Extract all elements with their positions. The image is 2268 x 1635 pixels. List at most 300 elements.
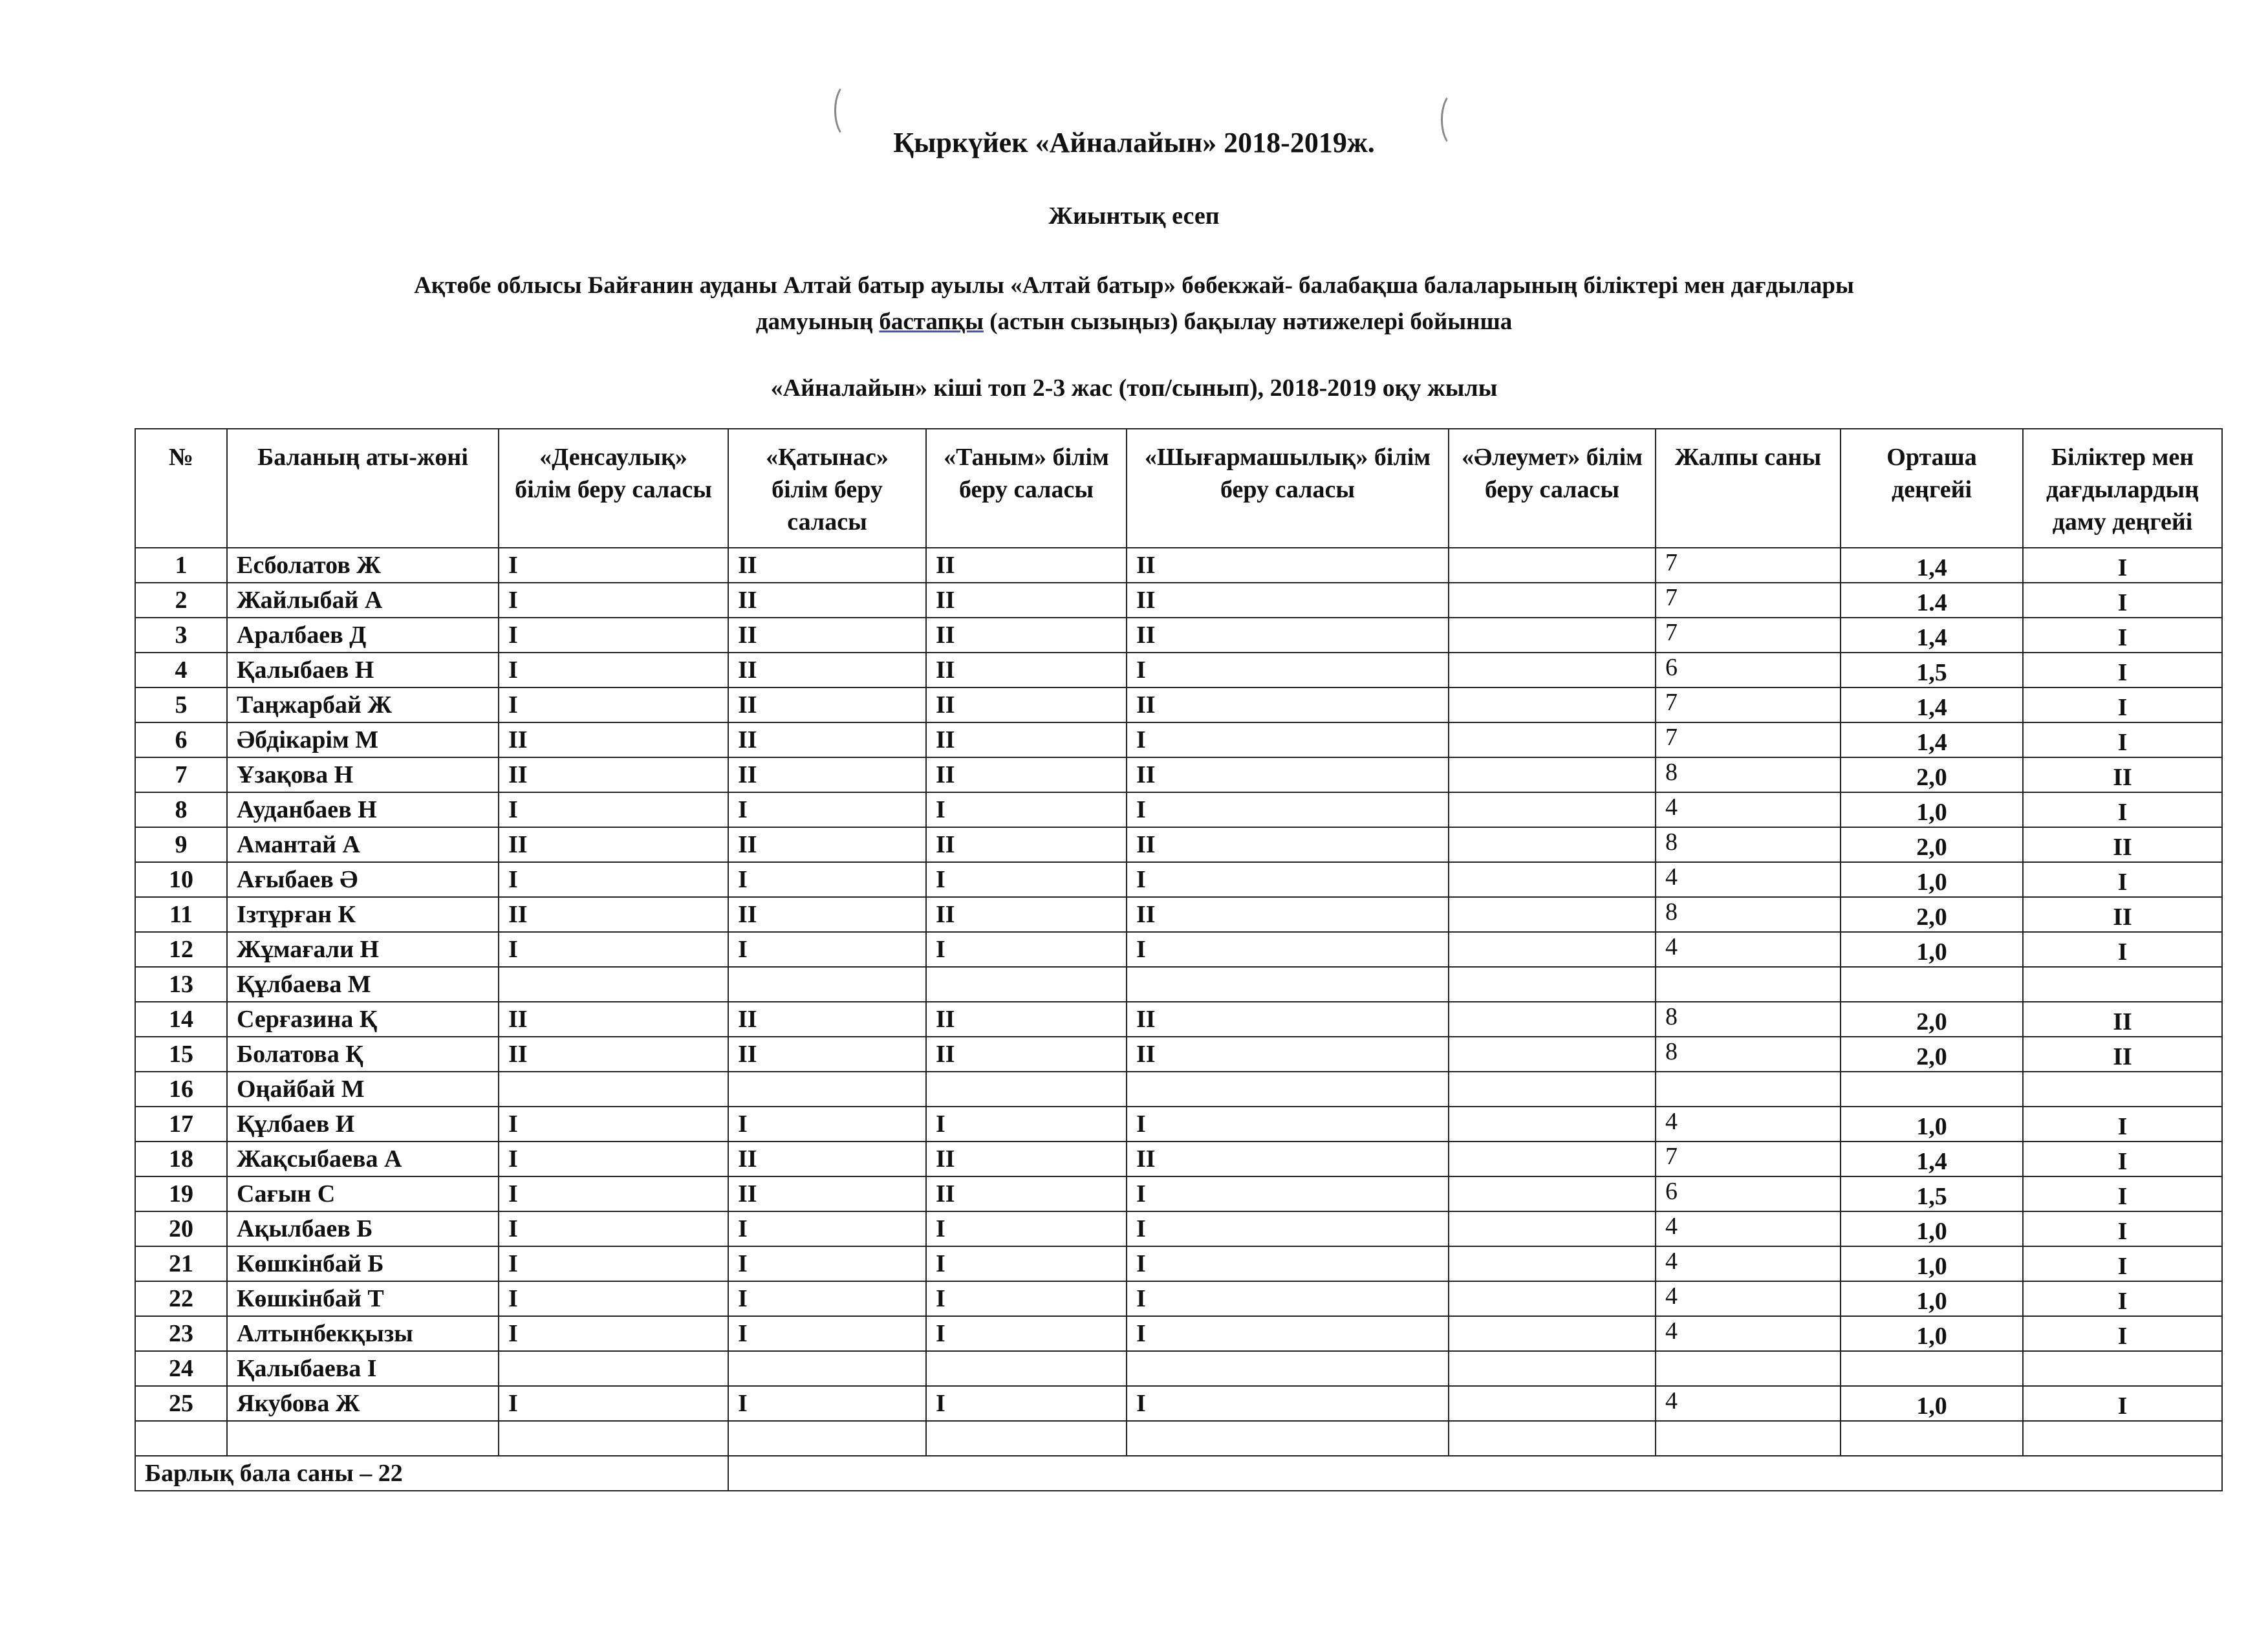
average-level: 1,4 bbox=[1841, 618, 2023, 653]
child-name: Қалыбаев Н bbox=[227, 653, 499, 688]
row-number: 25 bbox=[135, 1386, 227, 1421]
health-level bbox=[499, 1072, 728, 1107]
row-number: 12 bbox=[135, 932, 227, 967]
skill-level: I bbox=[2023, 792, 2222, 827]
creativity-level: II bbox=[1127, 618, 1449, 653]
average-level bbox=[1841, 1421, 2023, 1456]
row-number: 14 bbox=[135, 1002, 227, 1037]
skill-level bbox=[2023, 967, 2222, 1002]
health-level: I bbox=[499, 1107, 728, 1142]
row-number: 6 bbox=[135, 722, 227, 757]
communication-level: I bbox=[728, 862, 926, 897]
table-row bbox=[135, 1281, 2222, 1316]
cognition-level: II bbox=[926, 757, 1127, 792]
table-row bbox=[135, 1316, 2222, 1351]
health-level bbox=[499, 1351, 728, 1386]
col-header-num: № bbox=[135, 429, 227, 548]
table-row bbox=[135, 1176, 2222, 1211]
total-count: 7 bbox=[1656, 688, 1841, 722]
child-name: Ауданбаев Н bbox=[227, 792, 499, 827]
skill-level: II bbox=[2023, 897, 2222, 932]
child-name bbox=[227, 1421, 499, 1456]
average-level: 1,0 bbox=[1841, 932, 2023, 967]
skill-level bbox=[2023, 1072, 2222, 1107]
child-name: Құлбаев И bbox=[227, 1107, 499, 1142]
row-number: 20 bbox=[135, 1211, 227, 1246]
average-level: 2,0 bbox=[1841, 1037, 2023, 1072]
health-level: I bbox=[499, 653, 728, 688]
communication-level: II bbox=[728, 688, 926, 722]
average-level: 1,4 bbox=[1841, 1142, 2023, 1176]
cognition-level: I bbox=[926, 1281, 1127, 1316]
social-level bbox=[1449, 722, 1656, 757]
social-level bbox=[1449, 792, 1656, 827]
cognition-level: II bbox=[926, 548, 1127, 583]
social-level bbox=[1449, 1176, 1656, 1211]
table-row bbox=[135, 618, 2222, 653]
cognition-level: II bbox=[926, 722, 1127, 757]
social-level bbox=[1449, 1421, 1656, 1456]
total-count bbox=[1656, 1072, 1841, 1107]
table-row bbox=[135, 688, 2222, 722]
cognition-level: I bbox=[926, 1107, 1127, 1142]
communication-level bbox=[728, 967, 926, 1002]
total-count: 7 bbox=[1656, 722, 1841, 757]
table-row bbox=[135, 1002, 2222, 1037]
social-level bbox=[1449, 932, 1656, 967]
cognition-level: II bbox=[926, 583, 1127, 618]
cognition-level: II bbox=[926, 653, 1127, 688]
skill-level: I bbox=[2023, 653, 2222, 688]
communication-level: II bbox=[728, 583, 926, 618]
skill-level: II bbox=[2023, 757, 2222, 792]
creativity-level: I bbox=[1127, 932, 1449, 967]
description-line-2 bbox=[0, 308, 2268, 336]
child-name: Ізтұрған К bbox=[227, 897, 499, 932]
creativity-level bbox=[1127, 967, 1449, 1002]
row-number: 8 bbox=[135, 792, 227, 827]
cognition-level: II bbox=[926, 1002, 1127, 1037]
table-row bbox=[135, 897, 2222, 932]
communication-level bbox=[728, 1072, 926, 1107]
communication-level: I bbox=[728, 1246, 926, 1281]
average-level bbox=[1841, 1072, 2023, 1107]
col-header-health: «Денсаулық» білім беру саласы bbox=[499, 429, 728, 548]
cognition-level bbox=[926, 1072, 1127, 1107]
child-name: Жақсыбаева А bbox=[227, 1142, 499, 1176]
cognition-level bbox=[926, 1351, 1127, 1386]
communication-level: II bbox=[728, 1037, 926, 1072]
communication-level: I bbox=[728, 792, 926, 827]
social-level bbox=[1449, 548, 1656, 583]
skill-level: I bbox=[2023, 583, 2222, 618]
health-level: I bbox=[499, 1281, 728, 1316]
creativity-level: II bbox=[1127, 897, 1449, 932]
table-row bbox=[135, 932, 2222, 967]
social-level bbox=[1449, 967, 1656, 1002]
average-level: 1,0 bbox=[1841, 1246, 2023, 1281]
skill-level: I bbox=[2023, 862, 2222, 897]
social-level bbox=[1449, 1142, 1656, 1176]
table-header-row bbox=[135, 429, 2222, 548]
average-level: 1,0 bbox=[1841, 1107, 2023, 1142]
table-row bbox=[135, 967, 2222, 1002]
communication-level: II bbox=[728, 897, 926, 932]
average-level: 1,4 bbox=[1841, 548, 2023, 583]
col-header-cognition: «Таным» білім беру саласы bbox=[926, 429, 1127, 548]
communication-level: II bbox=[728, 1142, 926, 1176]
health-level: II bbox=[499, 827, 728, 862]
page-title: Қыркүйек «Айналайын» 2018-2019ж. bbox=[893, 127, 1375, 158]
health-level: I bbox=[499, 1246, 728, 1281]
cognition-level bbox=[926, 967, 1127, 1002]
child-name: Аралбаев Д bbox=[227, 618, 499, 653]
cognition-level: II bbox=[926, 1176, 1127, 1211]
table-row bbox=[135, 1386, 2222, 1421]
row-number: 4 bbox=[135, 653, 227, 688]
results-table bbox=[135, 428, 2223, 1491]
average-level: 1,0 bbox=[1841, 792, 2023, 827]
communication-level: II bbox=[728, 722, 926, 757]
average-level bbox=[1841, 967, 2023, 1002]
average-level: 1,4 bbox=[1841, 688, 2023, 722]
underlined-word: бастапқы bbox=[879, 309, 984, 335]
row-number: 11 bbox=[135, 897, 227, 932]
skill-level: I bbox=[2023, 1281, 2222, 1316]
communication-level: II bbox=[728, 757, 926, 792]
table-row bbox=[135, 1211, 2222, 1246]
total-count: 4 bbox=[1656, 862, 1841, 897]
table-row bbox=[135, 1142, 2222, 1176]
health-level: I bbox=[499, 932, 728, 967]
total-count: 4 bbox=[1656, 1316, 1841, 1351]
communication-level: II bbox=[728, 1176, 926, 1211]
child-name: Қалыбаева І bbox=[227, 1351, 499, 1386]
child-name: Ұзақова Н bbox=[227, 757, 499, 792]
table-row bbox=[135, 792, 2222, 827]
row-number: 9 bbox=[135, 827, 227, 862]
creativity-level: II bbox=[1127, 757, 1449, 792]
row-number: 10 bbox=[135, 862, 227, 897]
description-line-1: Ақтөбе облысы Байғанин ауданы Алтай батыр ауылы «Алтай батыр» бөбекжай- балабақша балаларының біліктері мен дағдылары bbox=[414, 272, 1854, 299]
communication-level: II bbox=[728, 827, 926, 862]
cognition-level: II bbox=[926, 897, 1127, 932]
communication-level: I bbox=[728, 1107, 926, 1142]
average-level: 1,0 bbox=[1841, 1316, 2023, 1351]
skill-level: I bbox=[2023, 1107, 2222, 1142]
creativity-level: I bbox=[1127, 653, 1449, 688]
health-level bbox=[499, 967, 728, 1002]
col-header-average: Орташа деңгейі bbox=[1841, 429, 2023, 548]
page-subtitle: Жиынтық есеп bbox=[1048, 202, 1220, 230]
health-level: II bbox=[499, 1037, 728, 1072]
row-number: 18 bbox=[135, 1142, 227, 1176]
total-count: 4 bbox=[1656, 1281, 1841, 1316]
total-count: 4 bbox=[1656, 792, 1841, 827]
skill-level bbox=[2023, 1351, 2222, 1386]
health-level: I bbox=[499, 792, 728, 827]
row-number: 2 bbox=[135, 583, 227, 618]
col-header-total: Жалпы саны bbox=[1656, 429, 1841, 548]
table-body bbox=[135, 548, 2222, 1456]
row-number: 22 bbox=[135, 1281, 227, 1316]
health-level bbox=[499, 1421, 728, 1456]
total-count: 4 bbox=[1656, 1107, 1841, 1142]
creativity-level bbox=[1127, 1421, 1449, 1456]
social-level bbox=[1449, 1107, 1656, 1142]
children-count: Барлық бала саны – 22 bbox=[135, 1456, 728, 1491]
average-level: 1,0 bbox=[1841, 862, 2023, 897]
social-level bbox=[1449, 618, 1656, 653]
child-name: Якубова Ж bbox=[227, 1386, 499, 1421]
skill-level: II bbox=[2023, 1002, 2222, 1037]
average-level: 1,5 bbox=[1841, 653, 2023, 688]
communication-level: II bbox=[728, 1002, 926, 1037]
cognition-level: I bbox=[926, 1246, 1127, 1281]
total-count: 4 bbox=[1656, 932, 1841, 967]
average-level: 1,4 bbox=[1841, 722, 2023, 757]
health-level: I bbox=[499, 1142, 728, 1176]
total-count: 4 bbox=[1656, 1211, 1841, 1246]
row-number: 16 bbox=[135, 1072, 227, 1107]
communication-level: I bbox=[728, 932, 926, 967]
skill-level: I bbox=[2023, 932, 2222, 967]
health-level: I bbox=[499, 862, 728, 897]
social-level bbox=[1449, 583, 1656, 618]
skill-level: I bbox=[2023, 618, 2222, 653]
cognition-level: II bbox=[926, 688, 1127, 722]
table-row bbox=[135, 548, 2222, 583]
cognition-level: I bbox=[926, 1386, 1127, 1421]
total-count: 8 bbox=[1656, 897, 1841, 932]
communication-level bbox=[728, 1351, 926, 1386]
creativity-level: I bbox=[1127, 1176, 1449, 1211]
row-number bbox=[135, 1421, 227, 1456]
skill-level: I bbox=[2023, 1176, 2222, 1211]
health-level: II bbox=[499, 722, 728, 757]
child-name: Ағыбаев Ә bbox=[227, 862, 499, 897]
health-level: II bbox=[499, 757, 728, 792]
communication-level: I bbox=[728, 1386, 926, 1421]
child-name: Серғазина Қ bbox=[227, 1002, 499, 1037]
skill-level: I bbox=[2023, 722, 2222, 757]
total-count: 7 bbox=[1656, 1142, 1841, 1176]
child-name: Құлбаева М bbox=[227, 967, 499, 1002]
skill-level: I bbox=[2023, 1316, 2222, 1351]
total-count bbox=[1656, 1351, 1841, 1386]
cognition-level: I bbox=[926, 1316, 1127, 1351]
table-row bbox=[135, 1421, 2222, 1456]
average-level: 1.4 bbox=[1841, 583, 2023, 618]
creativity-level: I bbox=[1127, 1246, 1449, 1281]
child-name: Жұмағали Н bbox=[227, 932, 499, 967]
child-name: Жайлыбай А bbox=[227, 583, 499, 618]
group-line: «Айналайын» кіші топ 2-3 жас (топ/сынып), 2018-2019 оқу жылы bbox=[770, 374, 1498, 402]
creativity-level: I bbox=[1127, 1316, 1449, 1351]
row-number: 19 bbox=[135, 1176, 227, 1211]
health-level: I bbox=[499, 618, 728, 653]
social-level bbox=[1449, 1211, 1656, 1246]
creativity-level: II bbox=[1127, 548, 1449, 583]
communication-level: I bbox=[728, 1316, 926, 1351]
creativity-level bbox=[1127, 1072, 1449, 1107]
child-name: Сағын С bbox=[227, 1176, 499, 1211]
average-level: 2,0 bbox=[1841, 827, 2023, 862]
social-level bbox=[1449, 653, 1656, 688]
creativity-level: II bbox=[1127, 1142, 1449, 1176]
cognition-level bbox=[926, 1421, 1127, 1456]
health-level: II bbox=[499, 897, 728, 932]
cognition-level: II bbox=[926, 618, 1127, 653]
creativity-level: I bbox=[1127, 1281, 1449, 1316]
health-level: I bbox=[499, 1211, 728, 1246]
communication-level: II bbox=[728, 548, 926, 583]
creativity-level: I bbox=[1127, 792, 1449, 827]
table-row bbox=[135, 1246, 2222, 1281]
cognition-level: II bbox=[926, 827, 1127, 862]
child-name: Алтынбекқызы bbox=[227, 1316, 499, 1351]
communication-level: II bbox=[728, 618, 926, 653]
creativity-level: I bbox=[1127, 722, 1449, 757]
creativity-level: II bbox=[1127, 583, 1449, 618]
health-level: I bbox=[499, 1386, 728, 1421]
col-header-communication: «Қатынас» білім беру саласы bbox=[728, 429, 926, 548]
creativity-level: II bbox=[1127, 688, 1449, 722]
creativity-level: II bbox=[1127, 827, 1449, 862]
creativity-level: I bbox=[1127, 1211, 1449, 1246]
table-row bbox=[135, 1351, 2222, 1386]
health-level: I bbox=[499, 1176, 728, 1211]
row-number: 1 bbox=[135, 548, 227, 583]
creativity-level: I bbox=[1127, 1386, 1449, 1421]
social-level bbox=[1449, 862, 1656, 897]
skill-level: I bbox=[2023, 1211, 2222, 1246]
description-line-2-end: (астын сызыңыз) бақылау нәтижелері бойынша bbox=[983, 309, 1513, 335]
average-level bbox=[1841, 1351, 2023, 1386]
social-level bbox=[1449, 1316, 1656, 1351]
cognition-level: I bbox=[926, 792, 1127, 827]
average-level: 1,0 bbox=[1841, 1211, 2023, 1246]
total-count: 6 bbox=[1656, 1176, 1841, 1211]
skill-level: I bbox=[2023, 1246, 2222, 1281]
social-level bbox=[1449, 1386, 1656, 1421]
row-number: 7 bbox=[135, 757, 227, 792]
table-row bbox=[135, 862, 2222, 897]
description-line-2-start: дамуының bbox=[755, 309, 880, 335]
child-name: Амантай А bbox=[227, 827, 499, 862]
total-count: 8 bbox=[1656, 1037, 1841, 1072]
table-row bbox=[135, 583, 2222, 618]
child-name: Көшкінбай Т bbox=[227, 1281, 499, 1316]
average-level: 2,0 bbox=[1841, 1002, 2023, 1037]
creativity-level bbox=[1127, 1351, 1449, 1386]
cognition-level: I bbox=[926, 932, 1127, 967]
social-level bbox=[1449, 1037, 1656, 1072]
footer-empty bbox=[728, 1456, 2222, 1491]
total-count: 4 bbox=[1656, 1246, 1841, 1281]
child-name: Әбдікарім М bbox=[227, 722, 499, 757]
social-level bbox=[1449, 757, 1656, 792]
communication-level bbox=[728, 1421, 926, 1456]
skill-level: I bbox=[2023, 688, 2222, 722]
child-name: Көшкінбай Б bbox=[227, 1246, 499, 1281]
col-header-name: Баланың аты-жөні bbox=[227, 429, 499, 548]
row-number: 23 bbox=[135, 1316, 227, 1351]
total-count bbox=[1656, 967, 1841, 1002]
table-row bbox=[135, 1107, 2222, 1142]
average-level: 1,5 bbox=[1841, 1176, 2023, 1211]
communication-level: I bbox=[728, 1281, 926, 1316]
child-name: Есболатов Ж bbox=[227, 548, 499, 583]
social-level bbox=[1449, 1281, 1656, 1316]
table-row bbox=[135, 722, 2222, 757]
table-row bbox=[135, 1072, 2222, 1107]
total-count: 8 bbox=[1656, 827, 1841, 862]
row-number: 15 bbox=[135, 1037, 227, 1072]
row-number: 24 bbox=[135, 1351, 227, 1386]
health-level: II bbox=[499, 1002, 728, 1037]
col-header-creativity: «Шығармашылық» білім беру саласы bbox=[1127, 429, 1449, 548]
total-count: 8 bbox=[1656, 757, 1841, 792]
row-number: 13 bbox=[135, 967, 227, 1002]
skill-level bbox=[2023, 1421, 2222, 1456]
total-count: 7 bbox=[1656, 583, 1841, 618]
social-level bbox=[1449, 1246, 1656, 1281]
skill-level: I bbox=[2023, 1142, 2222, 1176]
average-level: 2,0 bbox=[1841, 897, 2023, 932]
table-row bbox=[135, 1037, 2222, 1072]
health-level: I bbox=[499, 1316, 728, 1351]
cognition-level: II bbox=[926, 1142, 1127, 1176]
table-row bbox=[135, 827, 2222, 862]
col-header-skill-level: Біліктер мен дағдылардың даму деңгейі bbox=[2023, 429, 2222, 548]
child-name: Оңайбай М bbox=[227, 1072, 499, 1107]
creativity-level: I bbox=[1127, 862, 1449, 897]
skill-level: II bbox=[2023, 827, 2222, 862]
creativity-level: II bbox=[1127, 1002, 1449, 1037]
social-level bbox=[1449, 897, 1656, 932]
total-count: 7 bbox=[1656, 548, 1841, 583]
row-number: 17 bbox=[135, 1107, 227, 1142]
cognition-level: I bbox=[926, 862, 1127, 897]
cognition-level: II bbox=[926, 1037, 1127, 1072]
health-level: I bbox=[499, 688, 728, 722]
average-level: 1,0 bbox=[1841, 1386, 2023, 1421]
communication-level: I bbox=[728, 1211, 926, 1246]
child-name: Таңжарбай Ж bbox=[227, 688, 499, 722]
skill-level: I bbox=[2023, 1386, 2222, 1421]
row-number: 21 bbox=[135, 1246, 227, 1281]
creativity-level: I bbox=[1127, 1107, 1449, 1142]
average-level: 2,0 bbox=[1841, 757, 2023, 792]
social-level bbox=[1449, 827, 1656, 862]
social-level bbox=[1449, 1002, 1656, 1037]
table-footer-row bbox=[135, 1456, 2222, 1491]
social-level bbox=[1449, 1072, 1656, 1107]
row-number: 3 bbox=[135, 618, 227, 653]
social-level bbox=[1449, 1351, 1656, 1386]
table-row bbox=[135, 757, 2222, 792]
child-name: Ақылбаев Б bbox=[227, 1211, 499, 1246]
total-count: 4 bbox=[1656, 1386, 1841, 1421]
health-level: I bbox=[499, 548, 728, 583]
row-number: 5 bbox=[135, 688, 227, 722]
average-level: 1,0 bbox=[1841, 1281, 2023, 1316]
health-level: I bbox=[499, 583, 728, 618]
table-row bbox=[135, 653, 2222, 688]
total-count bbox=[1656, 1421, 1841, 1456]
creativity-level: II bbox=[1127, 1037, 1449, 1072]
